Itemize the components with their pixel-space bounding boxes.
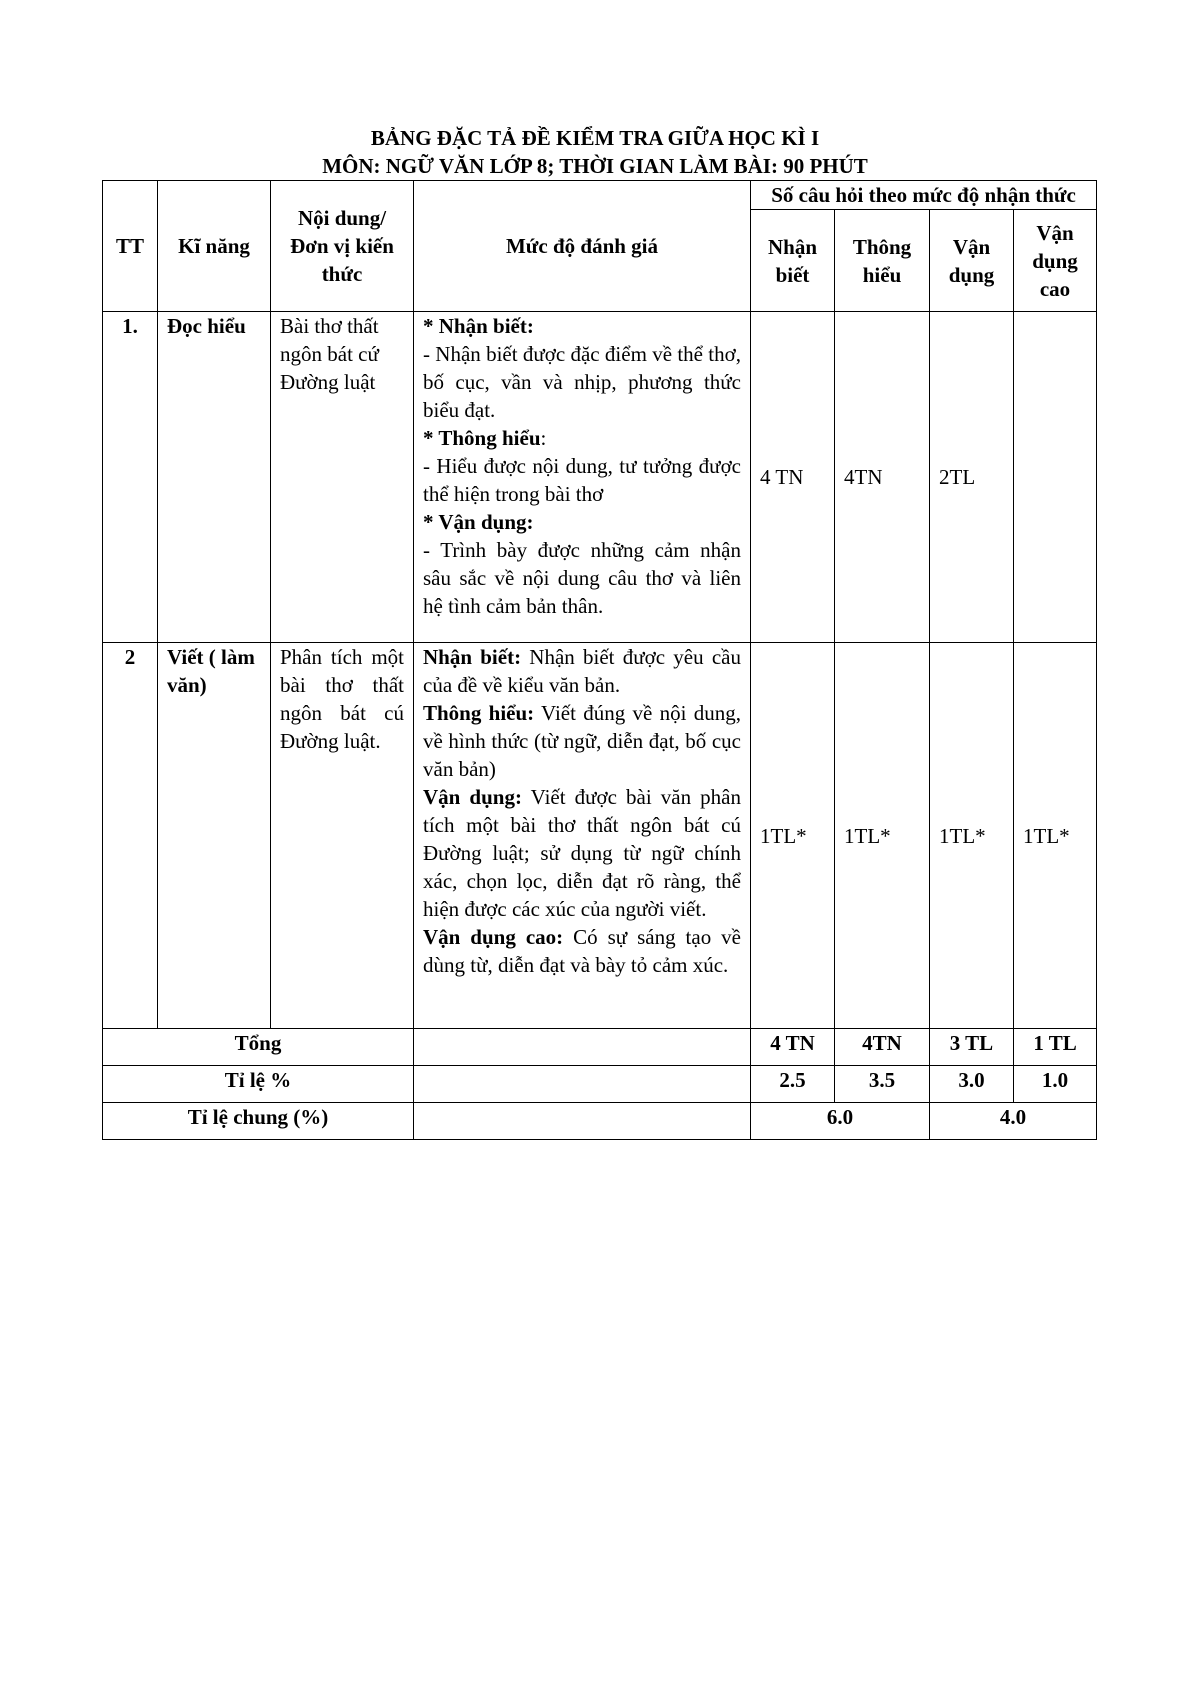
ratio-van-dung: 3.0 [930, 1066, 1014, 1103]
row-thong-hieu: 1TL* [835, 643, 930, 1029]
level-label: Vận dụng cao: [423, 925, 564, 949]
header-van-dung: Vận dụng [930, 210, 1014, 312]
row-van-dung: 1TL* [930, 643, 1014, 1029]
row-nhan-biet: 4 TN [751, 312, 835, 643]
level-text: - Trình bày được những cảm nhận sâu sắc về nội dung câu thơ và liên hệ tình cảm bản thân. [423, 538, 741, 618]
level-label: Vận dụng: [423, 785, 522, 809]
title-line-2: MÔN: NGỮ VĂN LỚP 8; THỜI GIAN LÀM BÀI: 90 PHÚT [322, 154, 868, 178]
table-row [103, 312, 1097, 643]
overall-ratio-right: 4.0 [930, 1103, 1097, 1140]
row-tt: 1. [103, 312, 158, 643]
header-so-cau-hoi: Số câu hỏi theo mức độ nhận thức [751, 181, 1097, 210]
total-van-dung-cao: 1 TL [1014, 1029, 1097, 1066]
level-label: * Nhận biết: [423, 314, 534, 338]
level-text: - Hiểu được nội dung, tư tưởng được thể hiện trong bài thơ [423, 454, 741, 506]
spec-table [102, 180, 1097, 1140]
overall-ratio-empty [414, 1103, 751, 1140]
level-text: Viết đúng về nội dung, về hình thức (từ ngữ, diễn đạt, bố cục văn bản) [423, 701, 741, 781]
total-van-dung: 3 TL [930, 1029, 1014, 1066]
row-ki-nang: Viết ( làm văn) [158, 643, 271, 1029]
document-title [0, 124, 1190, 180]
ratio-thong-hieu: 3.5 [835, 1066, 930, 1103]
row-thong-hieu: 4TN [835, 312, 930, 643]
table-row [103, 643, 1097, 1029]
ratio-label: Tỉ lệ % [103, 1066, 414, 1103]
total-row [103, 1029, 1097, 1066]
ratio-empty [414, 1066, 751, 1103]
row-noi-dung: Bài thơ thất ngôn bát cứ Đường luật [271, 312, 414, 643]
ratio-row [103, 1066, 1097, 1103]
row-muc-do [414, 643, 751, 1029]
row-van-dung: 2TL [930, 312, 1014, 643]
total-label: Tổng [103, 1029, 414, 1066]
header-ki-nang: Kĩ năng [158, 181, 271, 312]
overall-ratio-left: 6.0 [751, 1103, 930, 1140]
header-muc-do: Mức độ đánh giá [414, 181, 751, 312]
row-nhan-biet: 1TL* [751, 643, 835, 1029]
row-noi-dung: Phân tích một bài thơ thất ngôn bát cú Đường luật. [271, 643, 414, 1029]
overall-ratio-label: Tỉ lệ chung (%) [103, 1103, 414, 1140]
header-nhan-biet: Nhận biết [751, 210, 835, 312]
header-van-dung-cao: Vận dụng cao [1014, 210, 1097, 312]
level-text: - Nhận biết được đặc điểm về thể thơ, bố cục, vần và nhịp, phương thức biểu đạt. [423, 342, 741, 422]
title-line-1: BẢNG ĐẶC TẢ ĐỀ KIỂM TRA GIỮA HỌC KÌ I [370, 126, 820, 150]
row-tt: 2 [103, 643, 158, 1029]
total-thong-hieu: 4TN [835, 1029, 930, 1066]
header-tt: TT [103, 181, 158, 312]
row-ki-nang: Đọc hiểu [158, 312, 271, 643]
row-van-dung-cao: 1TL* [1014, 643, 1097, 1029]
level-text: Nhận biết được yêu cầu của đề về kiểu văn bản. [423, 645, 741, 697]
level-text: Viết được bài văn phân tích một bài thơ thất ngôn bát cú Đường luật; sử dụng từ ngữ chính xác, chọn lọc, diễn đạt rõ ràng, thể hiện được các xúc của người viết. [423, 785, 741, 921]
ratio-nhan-biet: 2.5 [751, 1066, 835, 1103]
header-noi-dung: Nội dung/Đơn vị kiến thức [271, 181, 414, 312]
overall-ratio-row [103, 1103, 1097, 1140]
row-muc-do [414, 312, 751, 643]
total-nhan-biet: 4 TN [751, 1029, 835, 1066]
level-text: Có sự sáng tạo về dùng từ, diễn đạt và bày tỏ cảm xúc. [423, 925, 742, 977]
ratio-van-dung-cao: 1.0 [1014, 1066, 1097, 1103]
row-van-dung-cao [1014, 312, 1097, 643]
level-label: Nhận biết: [423, 645, 522, 669]
level-label-suffix: : [540, 426, 547, 450]
header-thong-hieu: Thông hiểu [835, 210, 930, 312]
total-empty [414, 1029, 751, 1066]
level-label: Thông hiểu: [423, 701, 535, 725]
level-label: * Thông hiểu [423, 426, 541, 450]
level-label: * Vận dụng: [423, 510, 534, 534]
